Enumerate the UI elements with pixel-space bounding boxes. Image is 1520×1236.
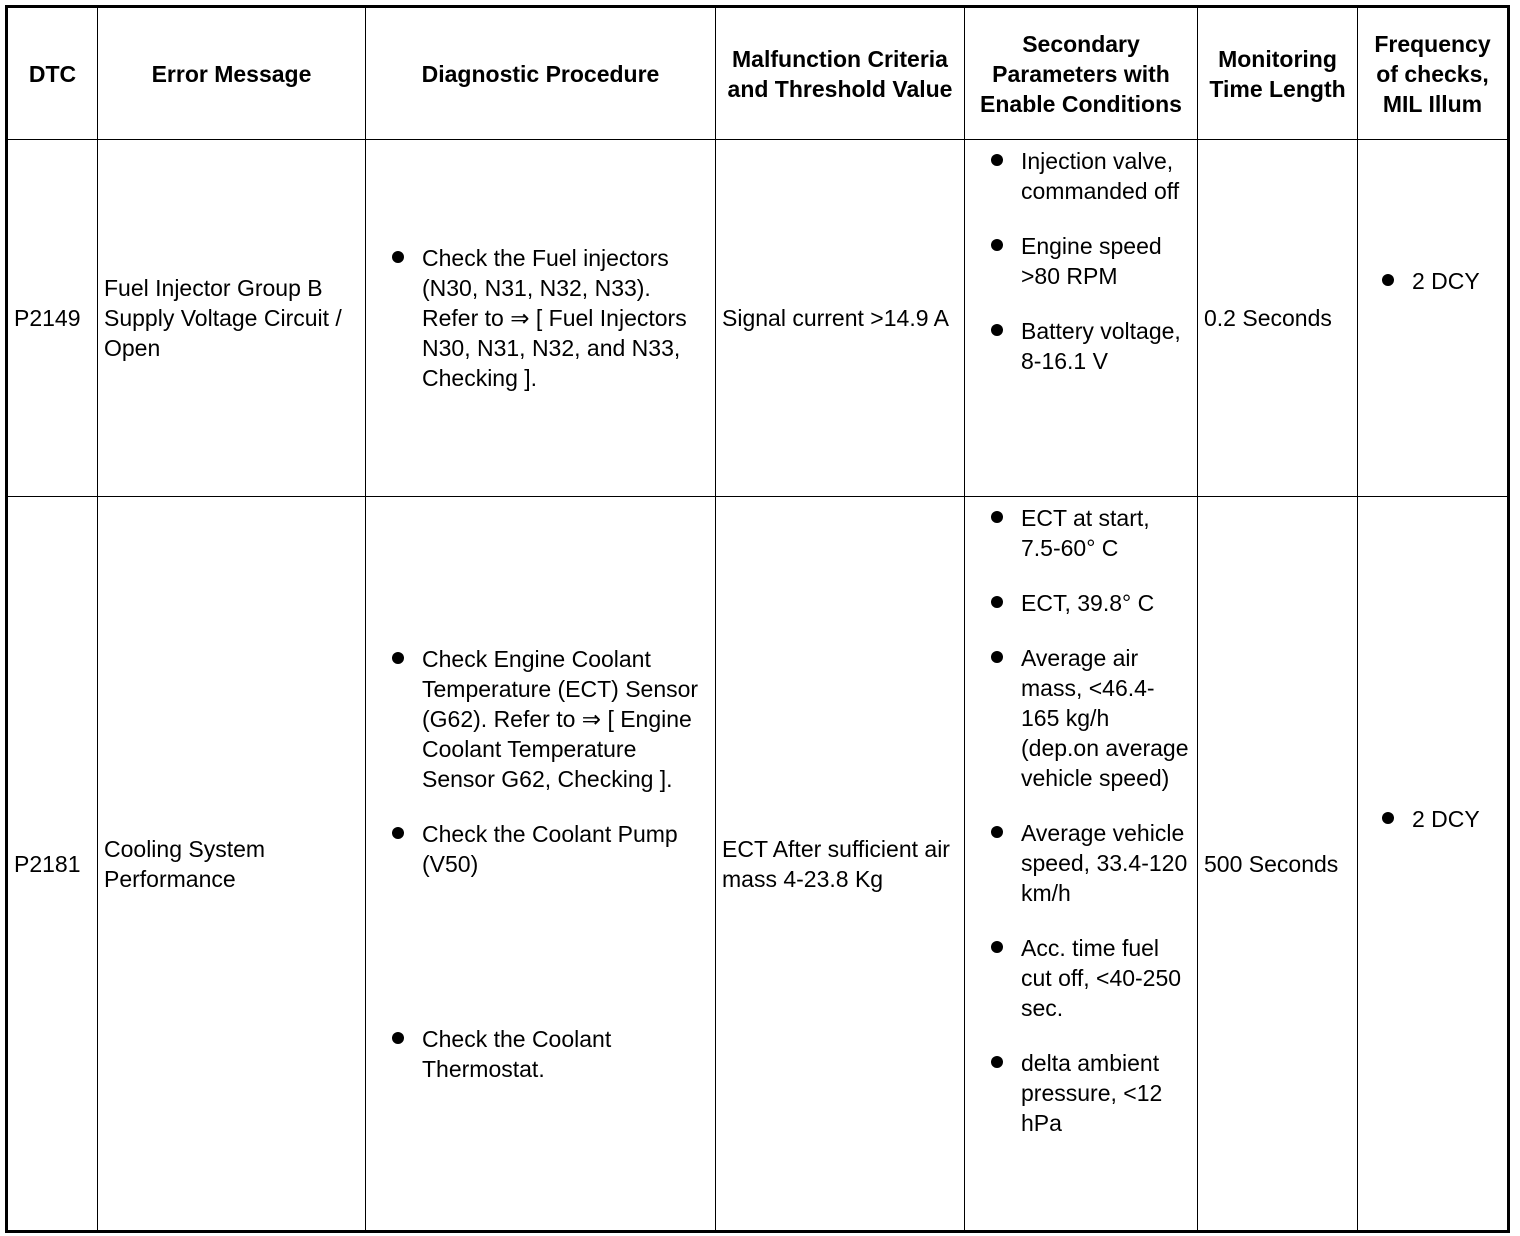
cell-diagnostic-procedure — [366, 497, 716, 1232]
procedure-item: Check the Coolant Thermostat. — [372, 1024, 709, 1084]
secondary-item: Acc. time fuel cut off, <40-250 sec. — [971, 933, 1191, 1023]
header-malfunction-criteria: Malfunction Criteria and Threshold Value — [716, 7, 965, 140]
table-row — [7, 140, 1509, 497]
header-secondary-parameters: Secondary Parameters with Enable Conditions — [965, 7, 1198, 140]
cell-secondary-parameters — [965, 497, 1198, 1232]
cell-malfunction-criteria: Signal current >14.9 A — [716, 140, 965, 497]
header-frequency: Frequency of checks, MIL Illum — [1358, 7, 1509, 140]
secondary-item: Injection valve, commanded off — [971, 146, 1191, 206]
table-row — [7, 497, 1509, 1232]
secondary-item: Engine speed >80 RPM — [971, 231, 1191, 291]
header-diagnostic-procedure: Diagnostic Procedure — [366, 7, 716, 140]
secondary-item: Average air mass, <46.4-165 kg/h (dep.on average vehicle speed) — [971, 643, 1191, 793]
cell-error-message: Fuel Injector Group B Supply Voltage Circuit / Open — [98, 140, 366, 497]
cell-secondary-parameters — [965, 140, 1198, 497]
procedure-item: Check Engine Coolant Temperature (ECT) Sensor (G62). Refer to ⇒ [ Engine Coolant Temperature Sensor G62, Checking ]. — [372, 644, 709, 794]
procedure-item: Check the Fuel injectors (N30, N31, N32, N33). Refer to ⇒ [ Fuel Injectors N30, N31, N32, and N33, Checking ]. — [372, 243, 709, 393]
cell-frequency — [1358, 140, 1509, 497]
cell-malfunction-criteria: ECT After sufficient air mass 4-23.8 Kg — [716, 497, 965, 1232]
secondary-item: ECT, 39.8° C — [971, 588, 1191, 618]
secondary-item: Average vehicle speed, 33.4-120 km/h — [971, 818, 1191, 908]
cell-dtc: P2181 — [7, 497, 98, 1232]
cell-frequency — [1358, 497, 1509, 1232]
cell-diagnostic-procedure — [366, 140, 716, 497]
header-error-message: Error Message — [98, 7, 366, 140]
procedure-item: Check the Coolant Pump (V50) — [372, 819, 709, 879]
cell-monitoring-time: 500 Seconds — [1198, 497, 1358, 1232]
header-dtc: DTC — [7, 7, 98, 140]
cell-monitoring-time: 0.2 Seconds — [1198, 140, 1358, 497]
header-monitoring-time: Monitoring Time Length — [1198, 7, 1358, 140]
table-header-row — [7, 7, 1509, 140]
frequency-item: 2 DCY — [1364, 804, 1501, 834]
cell-dtc: P2149 — [7, 140, 98, 497]
frequency-item: 2 DCY — [1364, 266, 1501, 296]
cell-error-message: Cooling System Performance — [98, 497, 366, 1232]
dtc-table — [5, 5, 1510, 1233]
secondary-item: ECT at start, 7.5-60° C — [971, 503, 1191, 563]
secondary-item: delta ambient pressure, <12 hPa — [971, 1048, 1191, 1138]
secondary-item: Battery voltage, 8-16.1 V — [971, 316, 1191, 376]
